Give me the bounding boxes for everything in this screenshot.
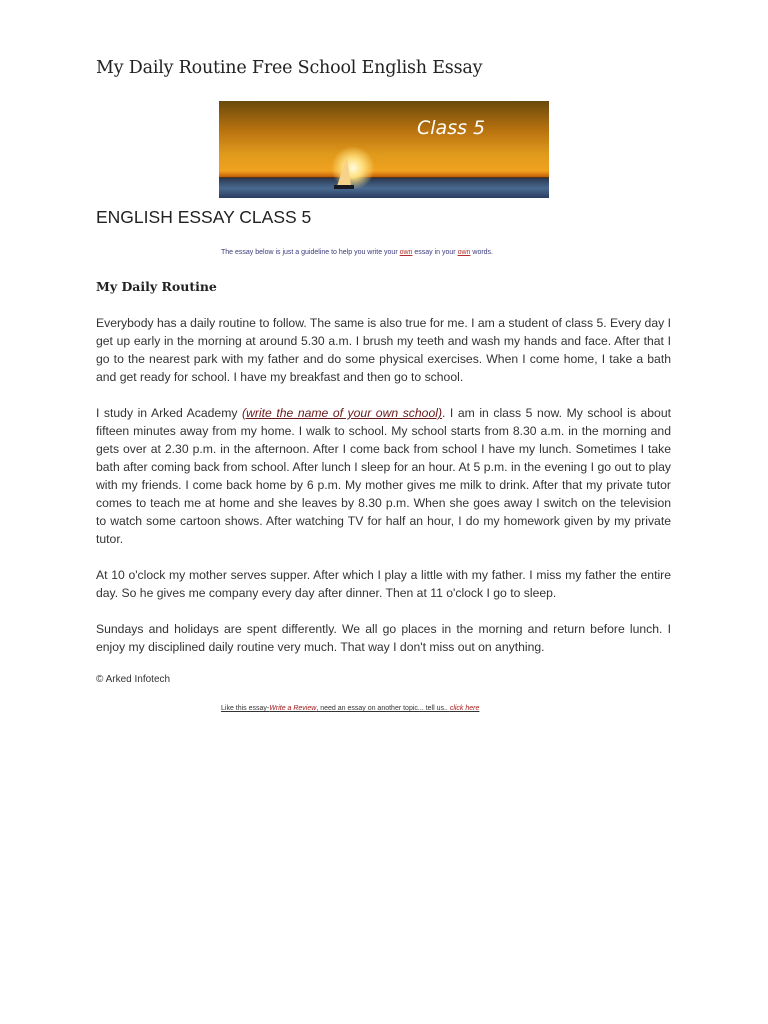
- write-review-link[interactable]: Write a Review: [269, 705, 317, 712]
- guideline-text: The essay below is just a guideline to help you write your: [221, 249, 400, 256]
- school-name-note: (write the name of your own school): [242, 406, 442, 420]
- footer-text: Like this essay-: [221, 705, 270, 712]
- paragraph-2-start: I study in Arked Academy: [96, 406, 243, 420]
- banner-image: [219, 101, 549, 198]
- sailboat-icon: [337, 156, 351, 186]
- guideline-own-2: own: [457, 249, 471, 256]
- guideline-text-middle: essay in your: [412, 249, 458, 256]
- guideline-own-1: own: [399, 249, 413, 256]
- guideline-note: [221, 249, 493, 256]
- click-here-link[interactable]: click here: [449, 705, 480, 712]
- paragraph-3: At 10 o'clock my mother serves supper. After which I play a little with my father. I miss my father the entire day. So he gives me company every day after dinner. Then at 11 o'clock I go to sleep.: [96, 568, 671, 600]
- paragraph-1: Everybody has a daily routine to follow. The same is also true for me. I am a student of class 5. Every day I get up early in the morning at around 5.30 a.m. I brush my teeth and wash my hands and face. After that I go to the nearest park with my father and do some physical exercises. When I come home, I take a bath and get ready for school. I have my breakfast and then go to school.: [96, 316, 671, 384]
- footer-text-middle: , need an essay on another topic... tell us..: [316, 705, 450, 712]
- paragraph-4: Sundays and holidays are spent differently. We all go places in the morning and return before lunch. I enjoy my disciplined daily routine very much. That way I don't miss out on anything.: [96, 622, 671, 654]
- section-heading: ENGLISH ESSAY CLASS 5: [96, 207, 312, 227]
- page-title: My Daily Routine Free School English Essay: [96, 58, 483, 78]
- paragraph-2: [96, 404, 671, 548]
- banner-text: Class 5: [417, 117, 486, 139]
- footer-links: [221, 705, 479, 712]
- essay-title: My Daily Routine: [96, 279, 217, 294]
- essay-body: [96, 314, 671, 674]
- boat-hull: [334, 185, 354, 189]
- paragraph-2-rest: . I am in class 5 now. My school is about fifteen minutes away from my home. I walk to school. My school starts from 8.30 a.m. in the morning and gets over at 2.30 p.m. in the afternoon. After I come back from school I have my lunch. Sometimes I take bath after coming back from school. After lunch I sleep for an hour. At 5 p.m. in the evening I go out to play with my friends. I come back home by 6 p.m. My mother gives me milk to drink. After that my private tutor comes to teach me at home and she leaves by 8.30 p.m. When she goes away I switch on the television to watch some cartoon shows. After watching TV for half an hour, I do my homework given by my private tutor.: [96, 406, 671, 546]
- copyright: © Arked Infotech: [96, 674, 171, 685]
- guideline-text-end: words.: [470, 249, 493, 256]
